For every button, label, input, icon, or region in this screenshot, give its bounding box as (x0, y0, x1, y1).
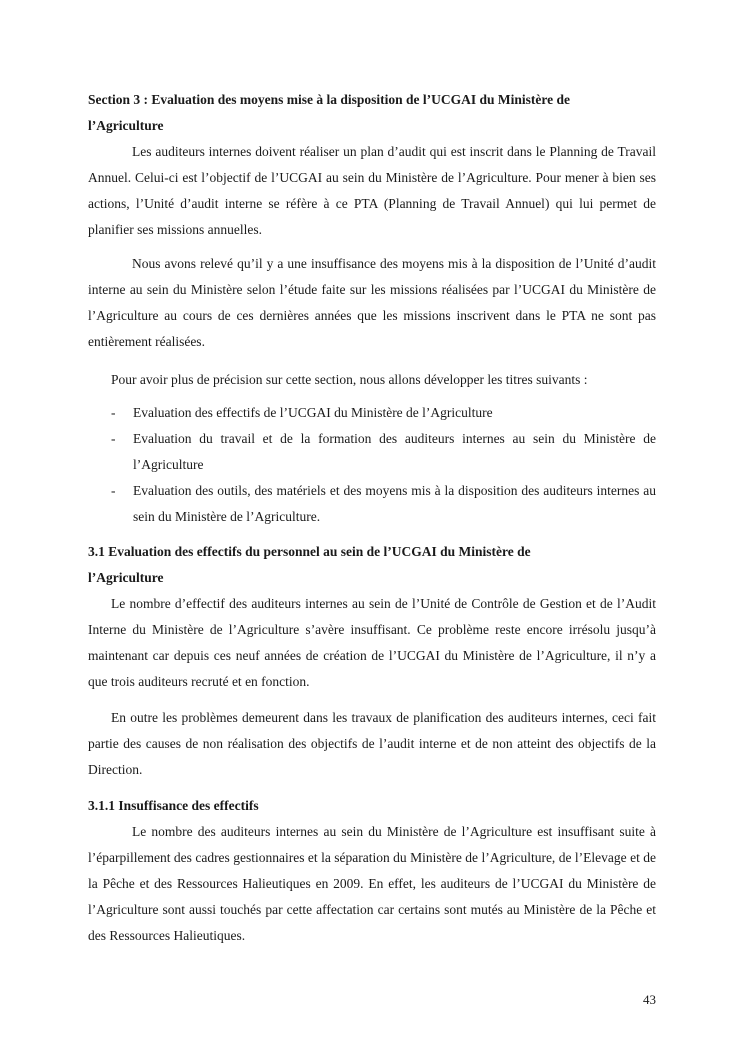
list-item (88, 400, 656, 426)
list-item-text: Evaluation des outils, des matériels et des moyens mis à la disposition des auditeurs internes au sein du Ministère de l’Agriculture. (133, 483, 656, 524)
page-number: 43 (643, 992, 656, 1007)
list-item (88, 478, 656, 530)
list-item-text: Evaluation des effectifs de l’UCGAI du Ministère de l’Agriculture (133, 405, 493, 420)
titles-list (88, 400, 656, 530)
section-3-paragraph-3: Pour avoir plus de précision sur cette section, nous allons développer les titres suivants : (111, 372, 588, 387)
section-3-heading: Section 3 : Evaluation des moyens mise à la disposition de l’UCGAI du Ministère de l’Agriculture (88, 92, 571, 133)
list-item-text: Evaluation du travail et de la formation des auditeurs internes au sein du Ministère de l’Agriculture (133, 431, 656, 472)
section-3-1-paragraph-1: Le nombre d’effectif des auditeurs internes au sein de l’Unité de Contrôle de Gestion et de l’Audit Interne du Ministère de l’Agriculture s’avère insuffisant. Ce problème reste encore irrésolu jusqu’à maintenant car depuis ces neuf années de création de l’UCGAI du Ministère de l’Agriculture, il n’y a que trois auditeurs recruté et en fonction. (88, 596, 656, 689)
bullet-dash: - (111, 431, 116, 446)
list-item (88, 426, 656, 478)
bullet-dash: - (111, 405, 116, 420)
bullet-dash: - (111, 483, 116, 498)
section-3-1-1-heading: 3.1.1 Insuffisance des effectifs (88, 798, 259, 813)
section-3-1-1-paragraph-1: Le nombre des auditeurs internes au sein du Ministère de l’Agriculture est insuffisant suite à l’éparpillement des cadres gestionnaires et la séparation du Ministère de l’Agriculture, de l’Elevage et de la Pêche et des Ressources Halieutiques en 2009. En effet, les auditeurs de l’UCGAI du Ministère de l’Agriculture sont aussi touchés par cette affectation car certains sont mutés au Ministère de la Pêche et des Ressources Halieutiques. (88, 824, 656, 943)
section-3-paragraph-1: Les auditeurs internes doivent réaliser un plan d’audit qui est inscrit dans le Planning de Travail Annuel. Celui-ci est l’objectif de l’UCGAI au sein du Ministère de l’Agriculture. Pour mener à bien ses actions, l’Unité d’audit interne se réfère à ce PTA (Planning de Travail Annuel) qui lui permet de planifier ses missions annuelles. (88, 144, 656, 237)
section-3-paragraph-2: Nous avons relevé qu’il y a une insuffisance des moyens mis à la disposition de l’Unité d’audit interne au sein du Ministère selon l’étude faite sur les missions réalisées par l’UCGAI du Ministère de l’Agriculture au cours de ces dernières années que les missions inscrivent dans le PTA ne sont pas entièrement réalisées. (88, 256, 656, 349)
section-3-1-heading: 3.1 Evaluation des effectifs du personnel au sein de l’UCGAI du Ministère de l’Agriculture (88, 544, 531, 585)
section-3-1-paragraph-2: En outre les problèmes demeurent dans les travaux de planification des auditeurs internes, ceci fait partie des causes de non réalisation des objectifs de l’audit interne et de non atteint des objectifs de la Direction. (88, 710, 656, 777)
